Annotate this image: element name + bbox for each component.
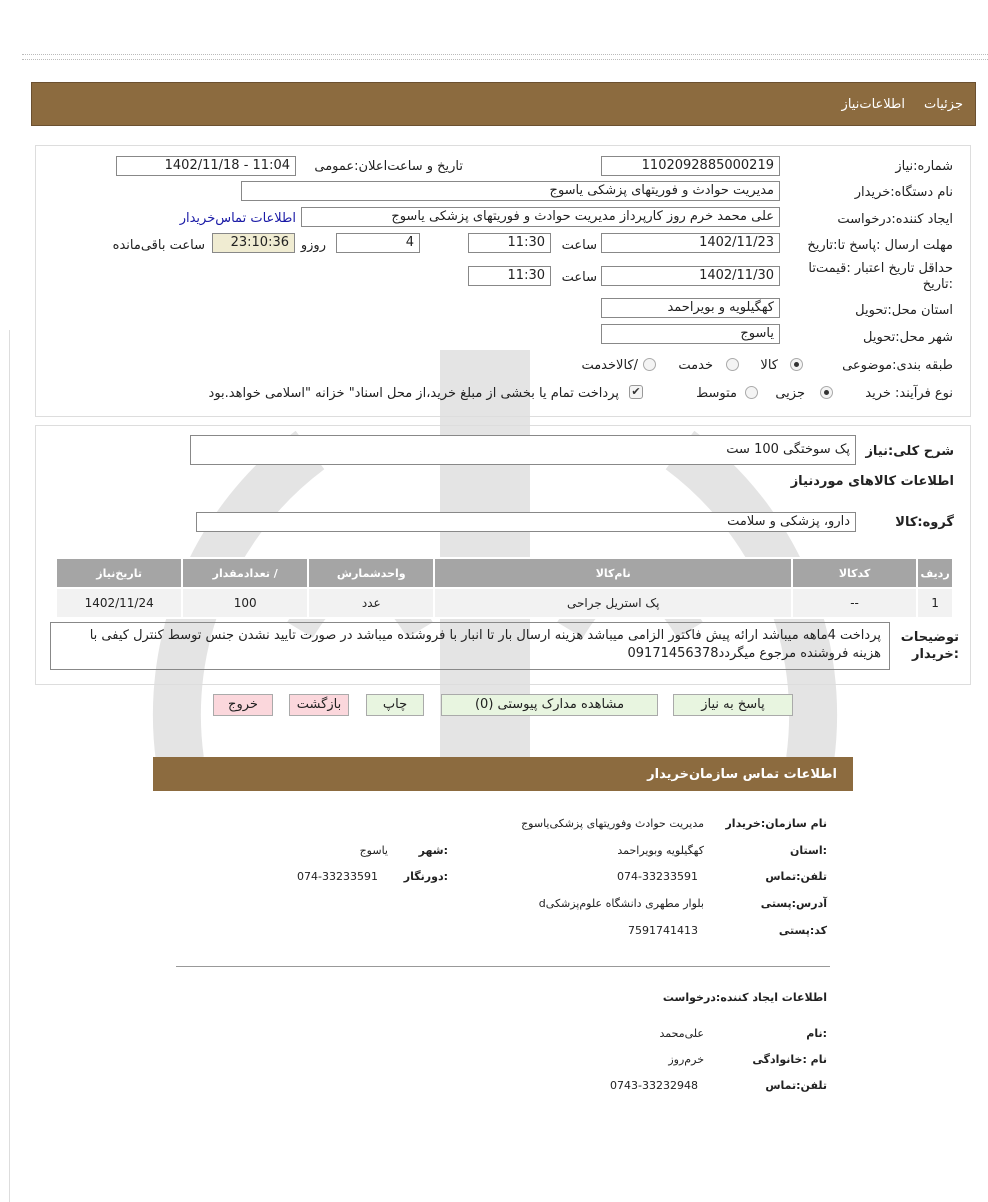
city-field: یاسوج [601,324,780,344]
validity-time-word: ساعت [561,270,597,285]
buyer-contact-link[interactable]: اطلاعات تماس‌خریدار [179,211,296,226]
buyer-label: نام دستگاه:خریدار [854,185,953,200]
payment-note: پرداخت تمام یا بخشی از مبلغ خرید،از محل اسناد" خزانه "اسلامی خواهد.بود [208,386,619,401]
group-field: دارو، پزشکی و سلامت [196,512,856,532]
creator-label: ایجاد کننده:درخواست [837,212,953,227]
deadline-date-field: 1402/11/23 [601,233,780,253]
buyer-notes-label: توضیحات :خریدار [900,630,959,662]
days-word: روزو [300,238,326,253]
category-service-radio[interactable] [726,358,739,371]
remaining-label: ساعت باقی‌مانده [112,238,205,253]
col-name: نام‌کالا [434,558,792,588]
org-label: نام سازمان:خریدار [725,817,827,830]
need-number-label: شماره:نیاز [895,159,953,174]
contact-divider [176,966,830,967]
category-both-radio[interactable] [643,358,656,371]
cell-date: 1402/11/24 [56,588,182,618]
print-button[interactable]: چاپ [366,694,424,716]
attachments-button[interactable]: مشاهده مدارک پیوستی (0) [441,694,658,716]
address-label: آدرس:پستی [760,897,827,910]
process-partial-label: جزیی [775,386,805,401]
group-label: گروه:کالا [895,515,954,530]
category-both-label: /کالاخدمت [581,358,638,373]
announce-label: تاریخ و ساعت‌اعلان:عمومی [314,159,463,174]
fax-label: :دورنگار [403,870,448,883]
announce-field: 1402/11/18 - 11:04 [116,156,296,176]
exit-button[interactable]: خروج [213,694,273,716]
contact-province-label: :استان [790,844,827,857]
creator-family-label: نام :خانوادگی [752,1053,827,1066]
validity-date-field: 1402/11/30 [601,266,780,286]
col-date: تاریخ‌نیاز [56,558,182,588]
left-border [9,330,10,1202]
category-label: طبقه بندی:موضوعی [842,358,953,373]
back-button[interactable]: بازگشت [289,694,349,716]
province-label: استان محل:تحویل [855,303,953,318]
process-label: نوع فرآیند: خرید [865,386,953,401]
category-service-label: خدمت [678,358,713,373]
deadline-time-field: 11:30 [468,233,551,253]
col-unit: واحدشمارش [308,558,434,588]
page-header [31,82,976,126]
payment-checkbox[interactable]: ✔ [629,385,643,399]
deadline-time-word: ساعت [561,238,597,253]
top-divider [22,54,988,60]
creator-phone-label: تلفن:تماس [765,1079,827,1092]
contact-province-value: کهگیلویه وبویراحمد [617,844,704,857]
cell-code: -- [792,588,917,618]
creator-phone-value: 0743-33232948 [610,1079,698,1092]
process-medium-label: متوسط [696,386,737,401]
deadline-label: مهلت ارسال :پاسخ تا:تاریخ [807,238,953,253]
days-field: 4 [336,233,420,253]
col-row: ردیف [917,558,953,588]
postal-value: 7591741413 [628,924,698,937]
goods-title: اطلاعات کالاهای موردنیاز [790,474,954,489]
postal-label: کد:پستی [778,924,827,937]
city-label: شهر محل:تحویل [863,330,953,345]
goods-table [55,557,954,619]
description-label: شرح کلی:نیاز [865,444,954,459]
cell-unit: عدد [308,588,434,618]
buyer-notes-field: پرداخت 4ماهه میباشد ارائه پیش فاکتور الزامی میباشد هزینه ارسال بار تا انبار با فروشنده میباشد در صورت تایید نشدن جنس توسط کنترل کیفی با هزینه فروشنده مرجوع میگردد09171456378 [50,622,890,670]
description-field: پک سوختگی 100 ست [190,435,856,465]
province-field: کهگیلویه و بویراحمد [601,298,780,318]
creator-field: علی محمد خرم روز کارپرداز مدیریت حوادث و فوریتهای پزشکی یاسوج [301,207,780,227]
creator-family-value: خرم‌روز [668,1053,704,1066]
contact-phone-value: 074-33233591 [617,870,698,883]
buyer-field: مدیریت حوادث و فوریتهای پزشکی یاسوج [241,181,780,201]
remaining-time-field: 23:10:36 [212,233,295,253]
category-goods-label: کالا [760,358,778,373]
col-code: کدکالا [792,558,917,588]
cell-qty: 100 [182,588,308,618]
process-medium-radio[interactable] [745,386,758,399]
fax-value: 074-33233591 [297,870,378,883]
validity-label: حداقل تاریخ اعتبار :قیمت‌تا :تاریخ [808,261,953,292]
creator-name-label: :نام [806,1027,827,1040]
contact-phone-label: تلفن:تماس [765,870,827,883]
contact-city-value: یاسوج [359,844,388,857]
tab-details[interactable]: جزئیات [924,97,963,112]
category-goods-radio[interactable] [790,358,803,371]
contact-section-title: اطلاعات تماس سازمان‌خریدار [647,767,837,782]
need-number-field: 1102092885000219 [601,156,780,176]
contact-section-header [153,757,853,791]
cell-row: 1 [917,588,953,618]
table-header-row [56,558,953,588]
col-qty: / تعدادمقدار [182,558,308,588]
reply-button[interactable]: پاسخ به نیاز [673,694,793,716]
validity-time-field: 11:30 [468,266,551,286]
contact-city-label: :شهر [418,844,448,857]
table-row [56,588,953,618]
tab-need-info[interactable]: اطلاعات‌نیاز [841,97,905,112]
address-value: بلوار مطهری دانشگاه علوم‌پزشکیd [538,897,704,910]
org-value: مدیریت حوادث وفوریتهای پزشکی‌یاسوج [521,817,704,830]
process-partial-radio[interactable] [820,386,833,399]
cell-name: پک استریل جراحی [434,588,792,618]
creator-name-value: علی‌محمد [659,1027,704,1040]
creator-info-title: اطلاعات ایجاد کننده:درخواست [662,991,827,1004]
